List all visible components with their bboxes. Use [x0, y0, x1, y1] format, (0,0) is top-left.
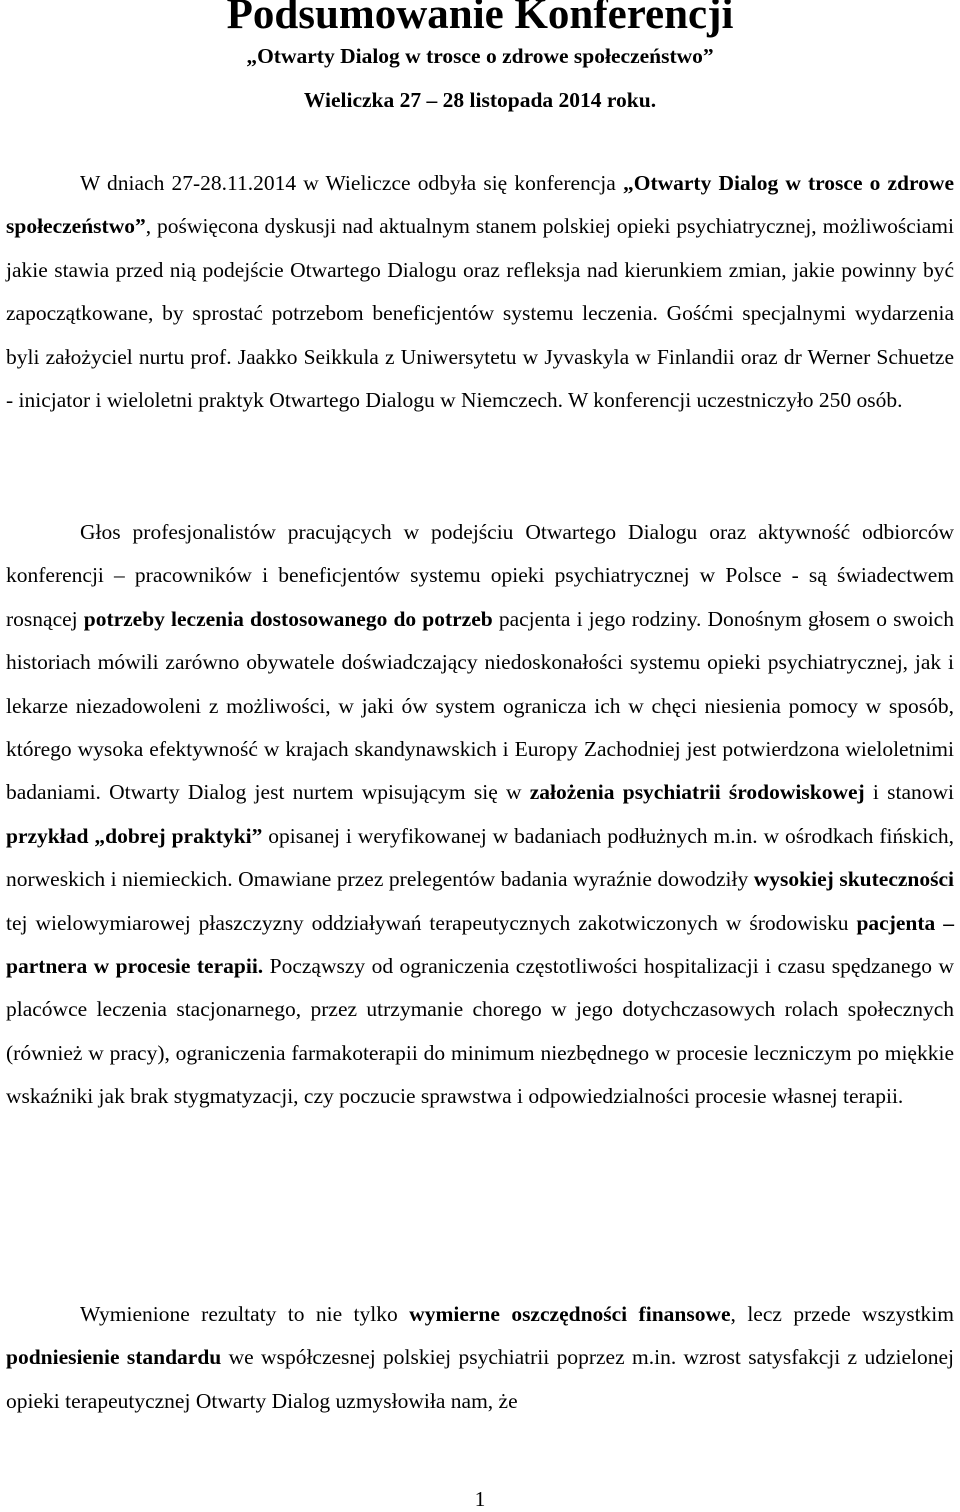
text-run: i stanowi	[864, 780, 955, 805]
text-run: , poświęcona dyskusji nad aktualnym stanem polskiej opieki psychiatrycznej, możliwościami jakie stawia przed nią podejście Otwartego Dialogu oraz refleksja nad kierunkiem zmian, jakie powinny być zapoczątkowane, by sprostać potrzebom beneficjentów systemu leczenia. Gośćmi specjalnymi wydarzenia byli założyciel nurtu prof. Jaakko Seikkula z Uniwersytetu w Jyvaskyla w Finlandii oraz dr Werner Schuetze - inicjator i wieloletni praktyk Otwartego Dialogu w Niemczech. W konferencji uczestniczyło 250 osób.	[6, 214, 954, 413]
bold-text-run: potrzeby leczenia dostosowanego do potrzeb	[83, 606, 493, 631]
page-number: 1	[474, 1487, 486, 1511]
bold-text-run: założenia psychiatrii środowiskowej	[529, 780, 865, 805]
bold-text-run: pacjenta – partnera w procesie terapii.	[6, 910, 954, 979]
text-run: we współczesnej polskiej psychiatrii poprzez m.in. wzrost satysfakcji z udzielonej opieki terapeutycznej Otwarty Dialog uzmysłowiła nam, że	[6, 1345, 954, 1413]
text-run: Począwszy od ograniczenia częstotliwości hospitalizacji i czasu spędzanego w placówce leczenia stacjonarnego, przez utrzymanie chorego w jego dotychczasowych rolach społecznych (również w pracy), ograniczenia farmakoterapii do minimum niezbędnego w procesie leczniczym po miękkie wskaźniki jak brak stygmatyzacji, czy poczucie sprawstwa i odpowiedzialności procesie własnej terapii.	[6, 954, 954, 1109]
conference-name: „Otwarty Dialog w trosce o zdrowe społeczeństwo”	[246, 44, 714, 68]
document-title: Podsumowanie Konferencji	[226, 0, 734, 38]
text-run: W dniach 27-28.11.2014 w Wieliczce odbyła się konferencja	[80, 171, 623, 195]
bold-text-run: wysokiej skuteczności	[753, 867, 954, 892]
place-and-date: Wieliczka 27 – 28 listopada 2014 roku.	[303, 88, 657, 112]
text-run: , lecz przede wszystkim	[730, 1302, 954, 1326]
paragraph-results	[6, 1293, 954, 1423]
bold-text-run: wymierne oszczędności finansowe	[409, 1302, 731, 1326]
bold-text-run: „Otwarty Dialog w trosce o zdrowe społeczeństwo”	[6, 171, 954, 239]
text-run: tej wielowymiarowej płaszczyzny oddziaływań terapeutycznych zakotwiczonych w środowisku	[6, 910, 857, 935]
paragraph-voices	[6, 511, 954, 1119]
bold-text-run: przykład „dobrej praktyki”	[6, 823, 263, 848]
paragraph-intro	[6, 162, 954, 422]
text-run: pacjenta i jego rodziny. Donośnym głosem o swoich historiach mówili zarówno obywatele doświadczający niedoskonałości systemu opieki psychiatrycznej, jak i lekarze niezadowoleni z możliwości, w jaki ów system ogranicza ich w chęci niesienia pomocy w sposób, którego wysoka efektywność w krajach skandynawskich i Europy Zachodniej jest potwierdzona wieloletnimi badaniami. Otwarty Dialog jest nurtem wpisującym się w	[6, 606, 954, 805]
bold-text-run: podniesienie standardu	[6, 1345, 222, 1370]
text-run: Głos profesjonalistów pracujących w podejściu Otwartego Dialogu oraz aktywność odbiorców konferencji – pracowników i beneficjentów systemu opieki psychiatrycznej w Polsce - są świadectwem rosnącej	[6, 520, 954, 631]
text-run: Wymienione rezultaty to nie tylko	[80, 1302, 410, 1326]
text-run: opisanej i weryfikowanej w badaniach podłużnych m.in. w ośrodkach fińskich, norweskich i niemieckich. Omawiane przez prelegentów badania wyraźnie dowodziły	[6, 823, 955, 892]
